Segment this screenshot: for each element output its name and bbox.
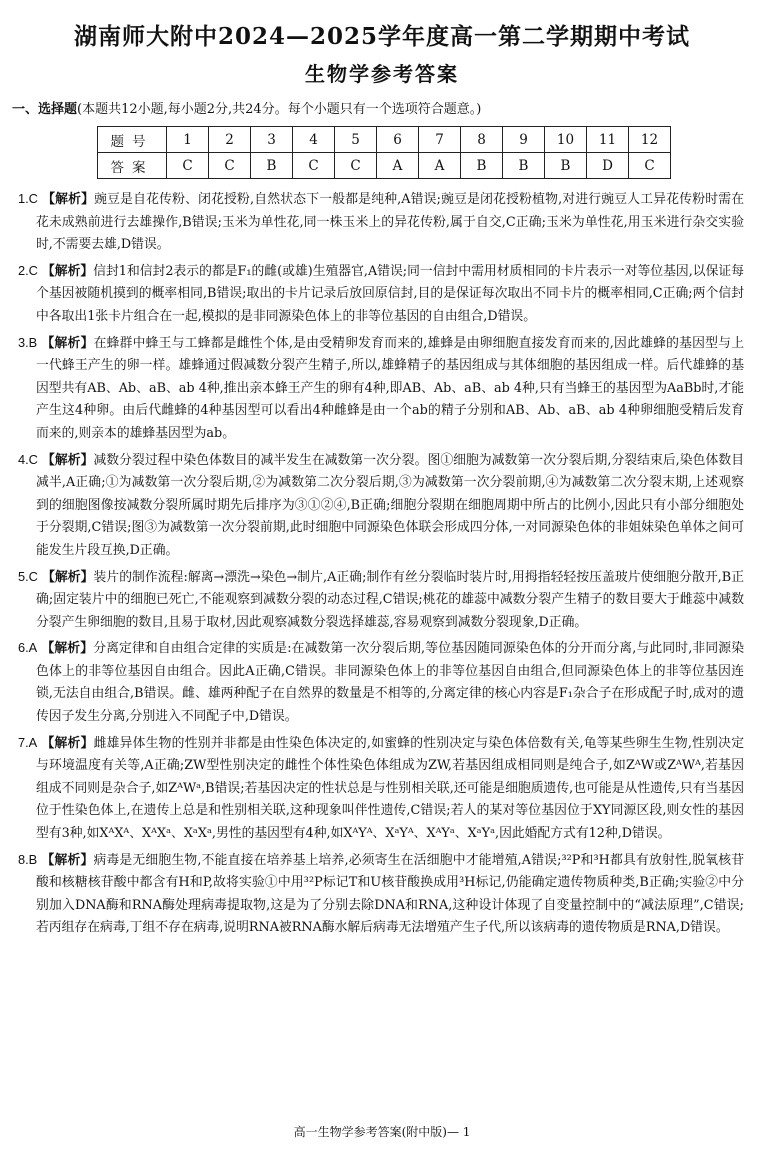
answer-cell: C bbox=[209, 153, 251, 179]
answer-cell: C bbox=[167, 153, 209, 179]
explanation-item-8 bbox=[18, 849, 744, 940]
question-number: 6 bbox=[377, 127, 419, 153]
explanation-item-7 bbox=[18, 732, 744, 846]
section-instruction: (本题共12小题,每小题2分,共24分。每个小题只有一个选项符合题意。) bbox=[77, 102, 482, 117]
answer-cell: A bbox=[377, 153, 419, 179]
item-number: 6.A bbox=[18, 640, 38, 656]
answer-table bbox=[97, 126, 671, 179]
answer-cell: C bbox=[629, 153, 671, 179]
analysis-tag: 【解析】 bbox=[41, 335, 94, 351]
explanation-text: 信封1和信封2表示的都是F₁的雌(或雄)生殖器官,A错误;同一信封中需用材质相同的卡片表示一对等位基因,以保证每个基因被随机摸到的概率相同,B错误;取出的卡片记录后放回原信封,目的是保证每次取出不同卡片的概率相同,C正确;两个信封中各取出1张卡片组合在一起,模拟的是非同源染色体上的非等位基因的自由组合,D错误。 bbox=[36, 263, 744, 324]
section-heading bbox=[12, 98, 752, 117]
item-number: 7.A bbox=[18, 734, 38, 750]
explanation-item-6 bbox=[18, 637, 744, 728]
question-number: 3 bbox=[251, 127, 293, 153]
analysis-tag: 【解析】 bbox=[42, 452, 94, 468]
question-number: 12 bbox=[629, 127, 671, 153]
analysis-tag: 【解析】 bbox=[42, 192, 95, 207]
answer-cell: B bbox=[251, 153, 293, 179]
question-number: 4 bbox=[293, 127, 335, 153]
explanation-item-5 bbox=[18, 566, 744, 635]
question-number: 2 bbox=[209, 127, 251, 153]
item-number: 5.C bbox=[18, 568, 38, 584]
question-number: 9 bbox=[503, 127, 545, 153]
analysis-tag: 【解析】 bbox=[42, 569, 94, 585]
answer-cell: B bbox=[461, 153, 503, 179]
answer-cell: C bbox=[293, 153, 335, 179]
explanation-list bbox=[18, 188, 744, 943]
explanation-text: 装片的制作流程:解离→漂洗→染色→制片,A正确;制作有丝分裂临时装片时,用拇指轻轻按压盖玻片使细胞分散开,B正确;固定装片中的细胞已死亡,不能观察到减数分裂的动态过程,C错误;桃花的雄蕊中减数分裂产生精子的数目要大于雌蕊中减数分裂产生卵细胞的数目,且易于取材,因此观察减数分裂选择雄蕊,容易观察到减数分裂现象,D正确。 bbox=[36, 569, 745, 630]
question-number: 7 bbox=[419, 127, 461, 153]
item-number: 4.C bbox=[18, 451, 38, 467]
exam-title: 湖南师大附中2024—2025学年度高一第二学期期中考试 bbox=[73, 23, 691, 50]
item-number: 8.B bbox=[18, 851, 38, 867]
answer-subtitle: 生物学参考答案 bbox=[305, 62, 459, 86]
explanation-text: 减数分裂过程中染色体数目的减半发生在减数第一次分裂。图①细胞为减数第一次分裂后期,分裂结束后,染色体数目减半,A正确;①为减数第一次分裂后期,②为减数第二次分裂后期,③为减数第一次分裂前期,④为减数第二次分裂末期,上述观察到的细胞图像按减数分裂所属时期先后排序为③①②④,B正确;细胞分裂期在细胞周期中所占的比例小,因此只有小部分细胞处于分裂期,C错误;图③为减数第一次分裂前期,此时细胞中同源染色体联会形成四分体,一对同源染色体的非姐妹染色单体之间可能发生片段互换,D正确。 bbox=[36, 452, 744, 558]
analysis-tag: 【解析】 bbox=[41, 641, 94, 657]
answer-row bbox=[98, 153, 671, 179]
question-number: 8 bbox=[461, 127, 503, 153]
question-number-row bbox=[98, 127, 671, 153]
section-title: 一、选择题 bbox=[12, 102, 78, 117]
answer-cell: B bbox=[503, 153, 545, 179]
explanation-text: 豌豆是自花传粉、闭花授粉,自然状态下一般都是纯种,A错误;豌豆是闭花授粉植物,对进行豌豆人工异花传粉时需在花未成熟前进行去雄操作,B错误;玉米为单性花,同一株玉米上的异花传粉,属于自交,C正确;玉米为单性花,用玉米进行杂交实验时,不需要去雄,D错误。 bbox=[36, 192, 744, 253]
item-number: 2.C bbox=[18, 262, 38, 278]
explanation-item-1 bbox=[18, 188, 744, 257]
answer-cell: A bbox=[419, 153, 461, 179]
explanation-item-4 bbox=[18, 449, 744, 563]
item-number: 3.B bbox=[18, 334, 38, 350]
explanation-text: 分离定律和自由组合定律的实质是:在减数第一次分裂后期,等位基因随同源染色体的分开而分离,与此同时,非同源染色体上的非等位基因自由组合。因此A正确,C错误。非同源染色体上的非等位基因自由组合,但同源染色体上的非等位基因连锁,无法自由组合,B错误。雌、雄两种配子在自然界的数量是不相等的,分离定律的核心内容是F₁杂合子在形成配子时,成对的遗传因子发生分离,分别进入不同配子中,D错误。 bbox=[36, 641, 745, 725]
question-number: 10 bbox=[545, 127, 587, 153]
question-number: 1 bbox=[167, 127, 209, 153]
explanation-item-3 bbox=[18, 332, 744, 446]
page-footer: 高一生物学参考答案(附中版)— 1 bbox=[293, 1125, 471, 1139]
row-label-question-number: 题号 bbox=[98, 127, 167, 153]
explanation-item-2 bbox=[18, 260, 744, 329]
question-number: 5 bbox=[335, 127, 377, 153]
question-number: 11 bbox=[587, 127, 629, 153]
answer-cell: D bbox=[587, 153, 629, 179]
analysis-tag: 【解析】 bbox=[41, 852, 94, 868]
analysis-tag: 【解析】 bbox=[42, 263, 94, 279]
row-label-answer: 答案 bbox=[98, 153, 167, 179]
analysis-tag: 【解析】 bbox=[41, 735, 94, 751]
item-number: 1.C bbox=[18, 191, 38, 206]
explanation-text: 病毒是无细胞生物,不能直接在培养基上培养,必须寄生在活细胞中才能增殖,A错误;³²P和³H都具有放射性,脱氧核苷酸和核糖核苷酸中都含有H和P,故将实验①中用³²P标记T和U核苷酸换成用³H标记,仍能确定遗传物质种类,B正确;实验②中分别加入DNA酶和RNA酶处理病毒提取物,这是为了分别去除DNA和RNA,这种设计体现了自变量控制中的“减法原理”,C错误;若丙组存在病毒,丁组不存在病毒,说明RNA被RNA酶水解后病毒无法增殖产生子代,所以该病毒的遗传物质是RNA,D错误。 bbox=[36, 852, 744, 936]
answer-cell: C bbox=[335, 153, 377, 179]
explanation-text: 雌雄异体生物的性别并非都是由性染色体决定的,如蜜蜂的性别决定与染色体倍数有关,龟等某些卵生生物,性别决定与环境温度有关等,A正确;ZW型性别决定的雌性个体性染色体组成为ZW,若基因组成相同则是纯合子,如ZᴬW或ZᴬWᴬ,若基因组成不同则是杂合子,如ZᴬWᵃ,B错误;若基因决定的性状总是与性别相关联,还可能是细胞质遗传,也可能是从性遗传,只有当基因位于性染色体上,在遗传上总是和性别相关联,这种现象叫伴性遗传,C错误;若人的某对等位基因位于XY同源区段,则女性的基因型有3种,如XᴬXᴬ、XᴬXᵃ、XᵃXᵃ,男性的基因型有4种,如XᴬYᴬ、XᵃYᴬ、XᴬYᵃ、XᵃYᵃ,因此婚配方式有12种,D错误。 bbox=[36, 735, 744, 842]
answer-cell: B bbox=[545, 153, 587, 179]
explanation-text: 在蜂群中蜂王与工蜂都是雌性个体,是由受精卵发育而来的,雄蜂是由卵细胞直接发育而来的,因此雄蜂的基因型与上一代蜂王产生的卵一样。雄蜂通过假减数分裂产生精子,所以,雄蜂精子的基因组成与其体细胞的基因组成一样。后代雄蜂的基因型共有AB、Ab、aB、ab 4种,推出亲本蜂王产生的卵有4种,即AB、Ab、aB、ab 4种,只有当蜂王的基因型为AaBb时,才能产生这4种卵。由后代雌蜂的4种基因型可以看出4种雌蜂是由一个ab的精子分别和AB、Ab、aB、ab 4种卵细胞受精后发育而来的,则亲本的雄蜂基因型为ab。 bbox=[36, 335, 744, 441]
